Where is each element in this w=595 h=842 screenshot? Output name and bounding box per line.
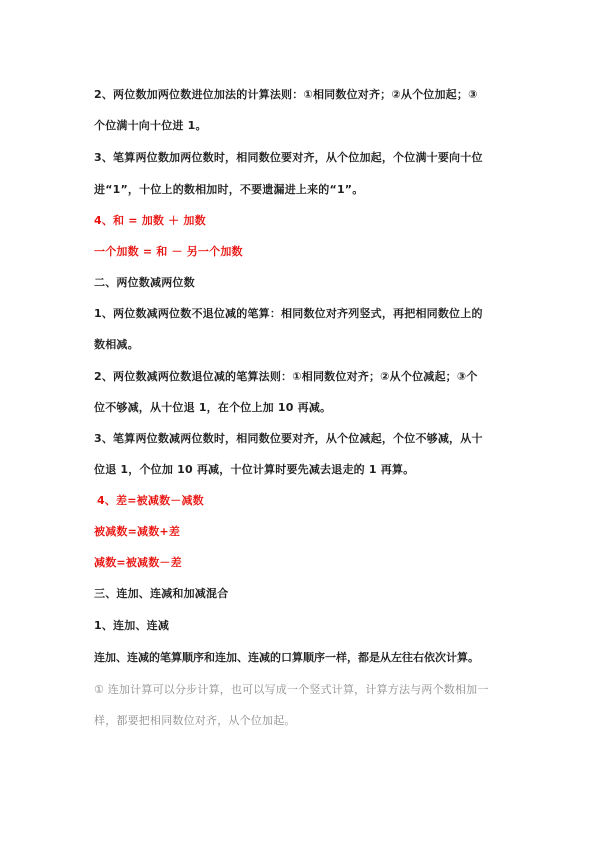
section-3-heading: 三、连加、连减和加减混合 [94,587,229,600]
formula-difference: 4、差=被减数－减数 [97,494,204,507]
rule-3-add-cont: 进“1”，十位上的数相加时，不要遗漏进上来的“1”。 [94,183,364,196]
consecutive-order-rule: 连加、连减的笔算顺序和连加、连减的口算顺序一样，都是从左往右依次计算。 [94,651,479,664]
formula-sum: 4、和 = 加数 ＋ 加数 [94,214,206,227]
formula-minuend: 被减数=减数+差 [94,525,181,538]
note-paragraph-cont: 样，都要把相同数位对齐，从个位加起。 [94,714,296,727]
section-2-heading: 二、两位数减两位数 [94,276,195,289]
sub-rule-2-cont: 位不够减，从十位退 1，在个位上加 10 再减。 [94,401,332,414]
sub-rule-3: 3、笔算两位数减两位数时，相同数位要对齐，从个位减起，个位不够减，从十 [94,432,483,445]
formula-addend: 一个加数 = 和 － 另一个加数 [94,245,243,258]
formula-subtrahend: 减数=被减数－差 [94,556,182,569]
rule-2-add-carry-cont: 个位满十向十位进 1。 [94,119,207,132]
rule-3-add: 3、笔算两位数加两位数时，相同数位要对齐，从个位加起，个位满十要向十位 [94,151,483,164]
sub-rule-1-cont: 数相减。 [94,338,139,351]
sub-rule-3-cont: 位退 1，个位加 10 再减，十位计算时要先减去退走的 1 再算。 [94,463,415,476]
topic-consecutive: 1、连加、连减 [94,619,170,632]
note-paragraph [94,683,489,697]
sub-rule-2: 2、两位数减两位数退位减的笔算法则：①相同数位对齐；②从个位减起；③个 [94,370,478,383]
circled-one-marker: ① [94,683,105,696]
sub-rule-1: 1、两位数减两位数不退位减的笔算：相同数位对齐列竖式，再把相同数位上的 [94,307,483,320]
rule-2-add-carry: 2、两位数加两位数进位加法的计算法则：①相同数位对齐；②从个位加起；③ [94,88,478,101]
note-text: 连加计算可以分步计算，也可以写成一个竖式计算，计算方法与两个数相加一 [107,683,489,696]
